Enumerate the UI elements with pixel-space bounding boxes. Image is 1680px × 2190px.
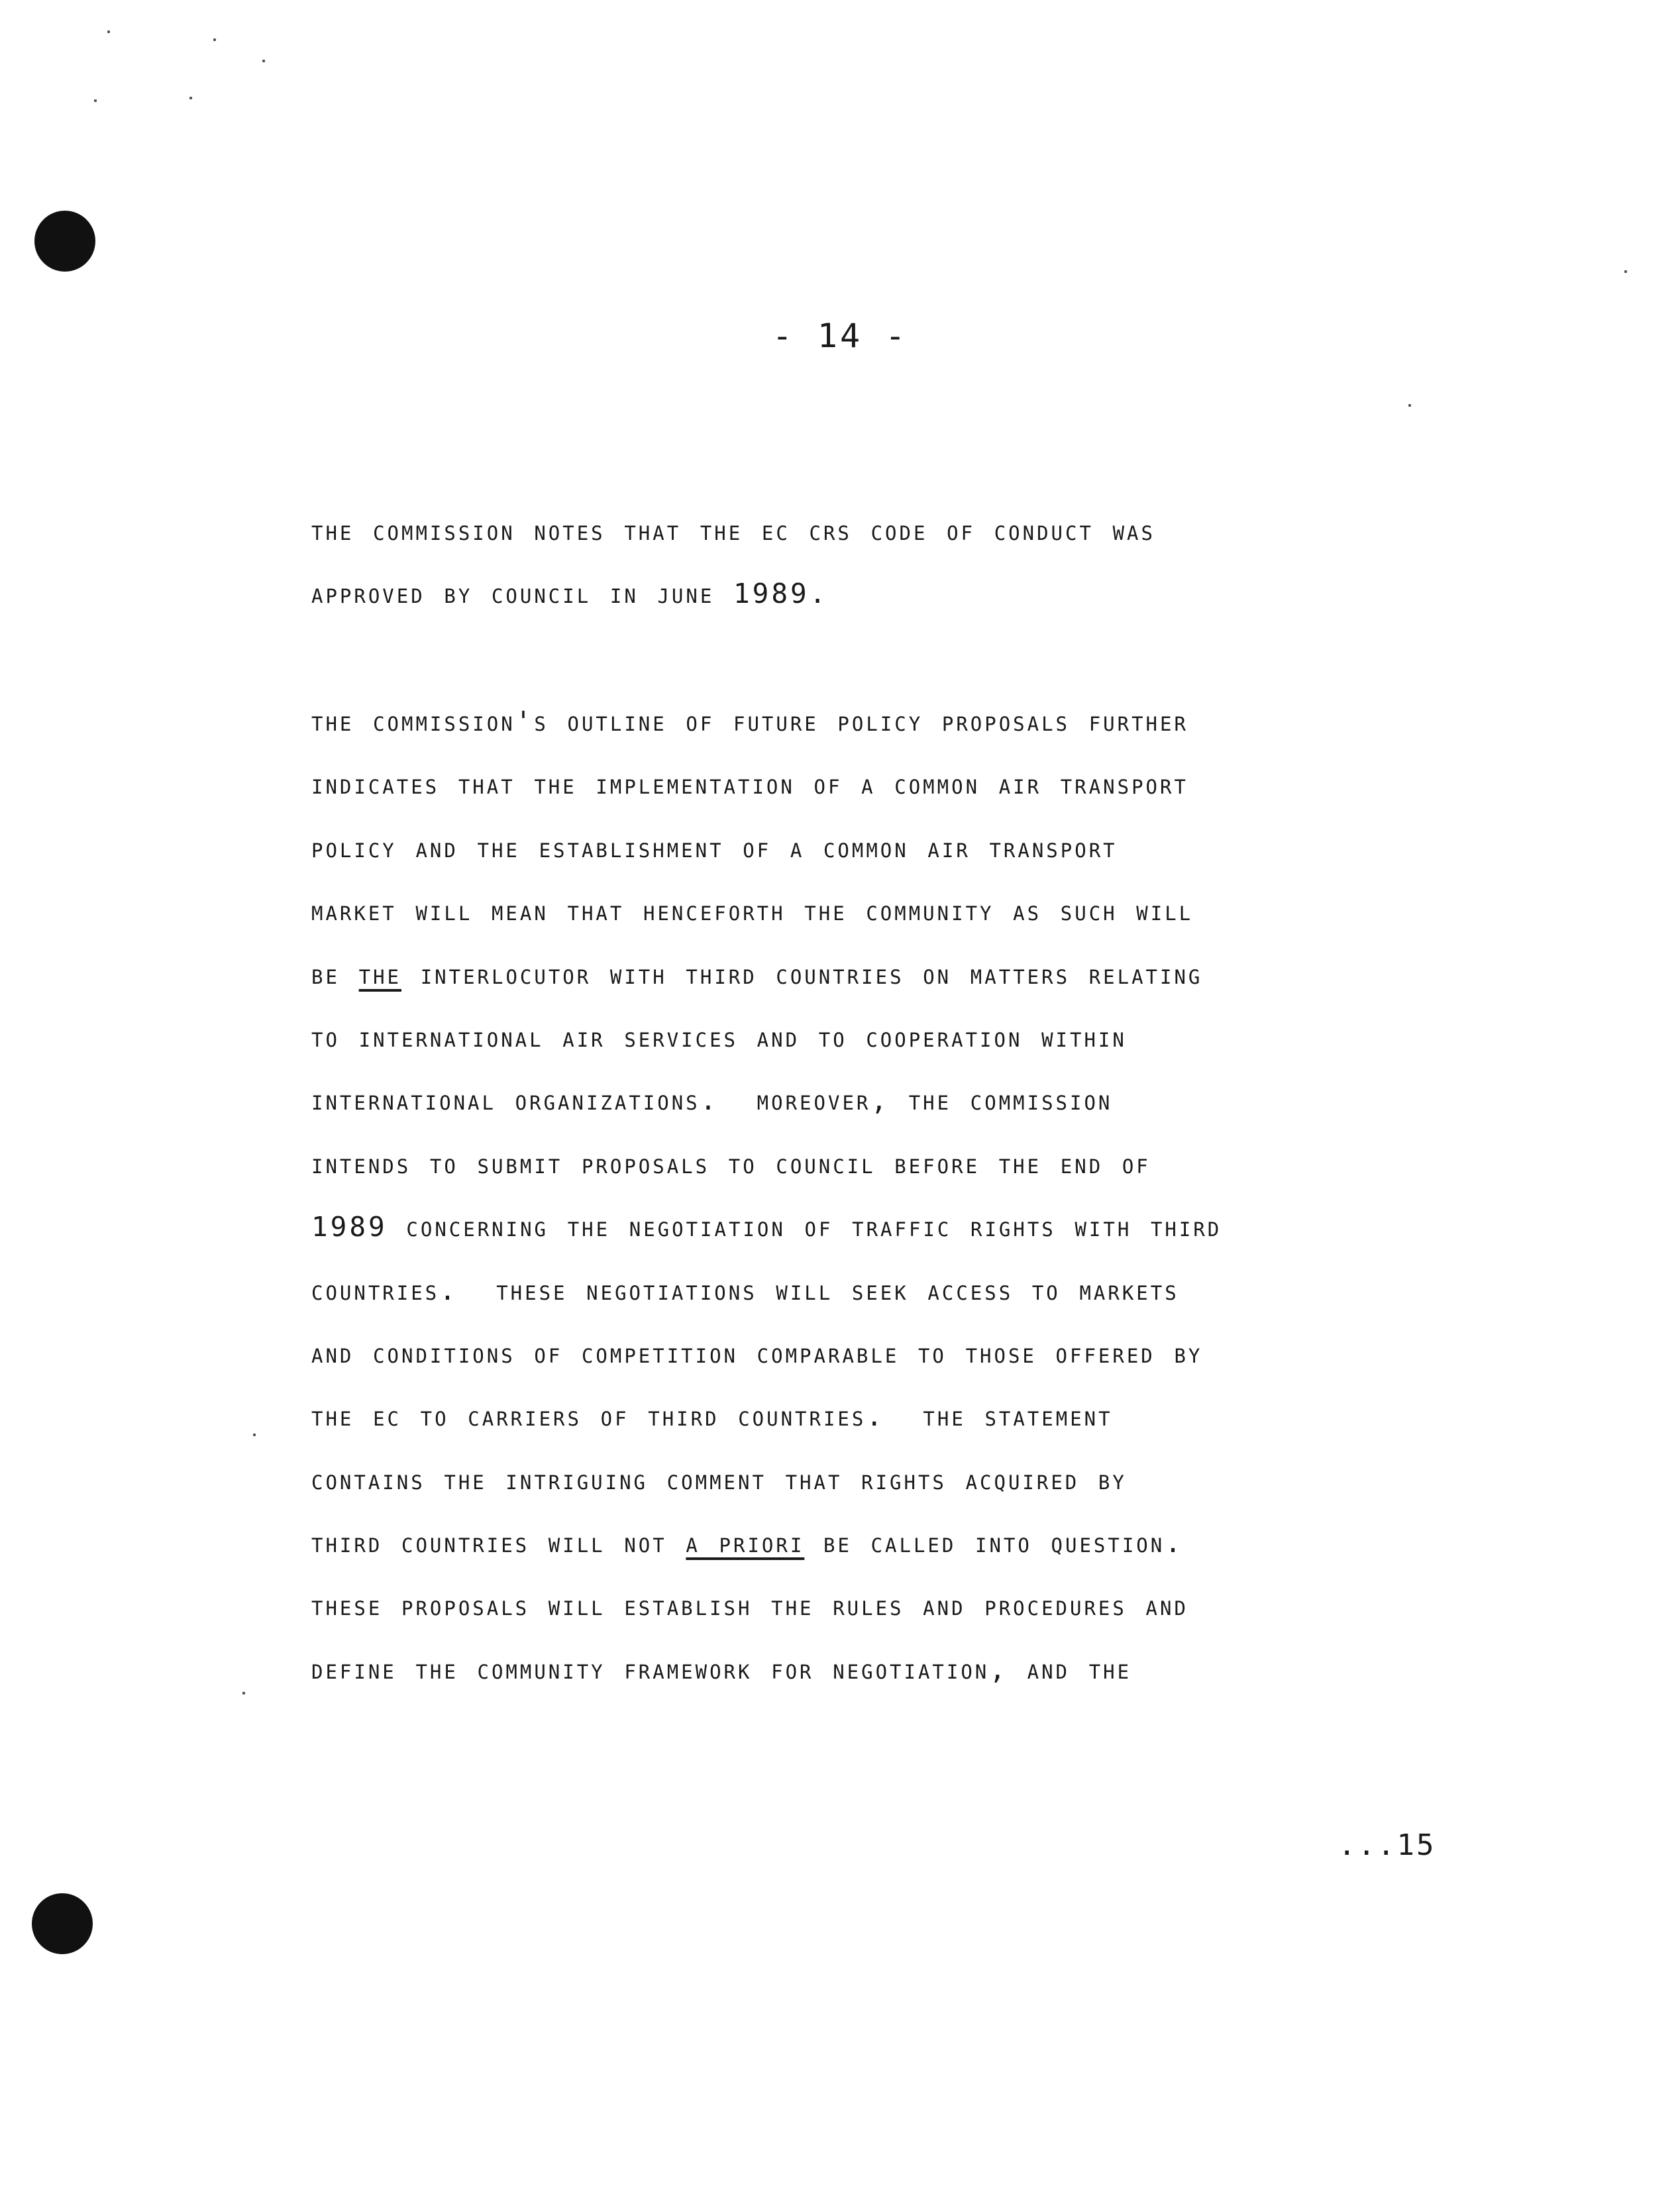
text-line-with-emphasis bbox=[311, 943, 1451, 1006]
text-line: policy and the establishment of a common air transport bbox=[311, 831, 1118, 864]
text-line: define the community framework for negotiation, and the bbox=[311, 1653, 1132, 1685]
scan-speck bbox=[1408, 404, 1411, 407]
scan-speck bbox=[94, 99, 97, 102]
text-line: contains the intriguing comment that rights acquired by bbox=[311, 1463, 1127, 1496]
paragraph-policy-proposals bbox=[311, 690, 1451, 1701]
text-line: and conditions of competition comparable to those offered by bbox=[311, 1337, 1203, 1369]
continuation-marker: ...15 bbox=[1338, 1828, 1436, 1862]
page-number: - 14 - bbox=[772, 317, 908, 355]
text-line: 1989 concerning the negotiation of traffic rights with third bbox=[311, 1211, 1222, 1243]
text-line: the commission notes that the ec crs code of conduct was bbox=[311, 515, 1155, 547]
text-line: international organizations. moreover, the commission bbox=[311, 1084, 1113, 1117]
text-line: the ec to carriers of third countries. the statement bbox=[311, 1400, 1113, 1433]
text-fragment: be bbox=[311, 958, 359, 990]
underlined-emphasis: a priori bbox=[686, 1527, 805, 1559]
text-line: intends to submit proposals to council before the end of bbox=[311, 1147, 1151, 1180]
text-line: approved by council in june 1989. bbox=[311, 578, 829, 610]
text-fragment: interlocutor with third countries on matters relating bbox=[420, 958, 1203, 990]
scan-speck bbox=[213, 38, 216, 41]
text-line-with-emphasis bbox=[311, 1512, 1451, 1575]
punch-hole-top bbox=[34, 211, 95, 272]
text-line: countries. these negotiations will seek access to markets bbox=[311, 1274, 1179, 1306]
scan-speck bbox=[262, 60, 265, 62]
scan-speck bbox=[189, 97, 192, 99]
scan-speck bbox=[253, 1434, 256, 1436]
text-line: market will mean that henceforth the community as such will bbox=[311, 895, 1194, 927]
scan-speck bbox=[242, 1692, 245, 1695]
text-line: the commission's outline of future policy proposals further bbox=[311, 705, 1188, 737]
scan-speck bbox=[107, 30, 110, 33]
text-line: to international air services and to cooperation within bbox=[311, 1021, 1127, 1053]
text-line: indicates that the implementation of a common air transport bbox=[311, 768, 1188, 801]
text-fragment: be called into question. bbox=[823, 1527, 1184, 1559]
scan-speck bbox=[1624, 270, 1627, 273]
paragraph-crs-code bbox=[311, 499, 1451, 626]
text-fragment: third countries will not bbox=[311, 1527, 686, 1559]
punch-hole-bottom bbox=[32, 1893, 93, 1954]
underlined-emphasis: the bbox=[358, 958, 401, 990]
text-line: these proposals will establish the rules and procedures and bbox=[311, 1590, 1188, 1622]
